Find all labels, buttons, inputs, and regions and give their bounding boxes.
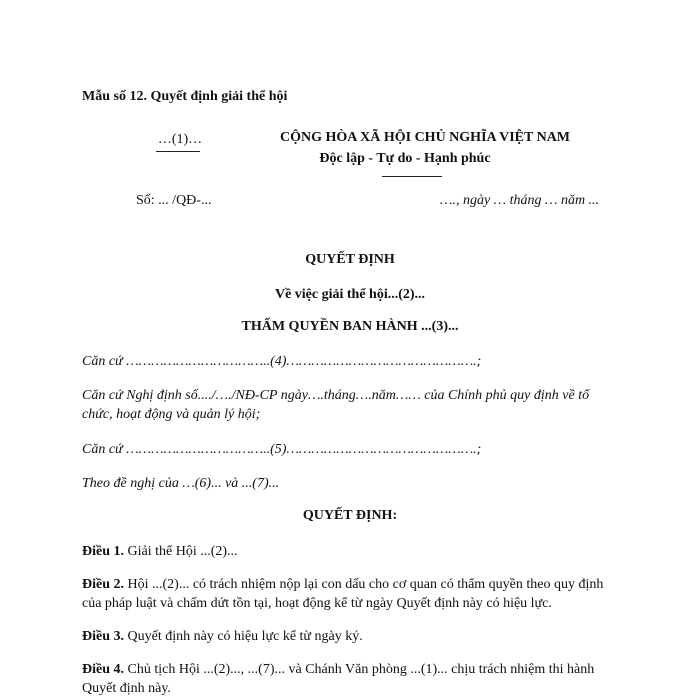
national-title: CỘNG HÒA XÃ HỘI CHỦ NGHĨA VIỆT NAM [280, 130, 571, 145]
issuing-agency: …(1)… [157, 132, 203, 147]
issuing-authority: THẨM QUYỀN BAN HÀNH ...(3)... [241, 319, 459, 334]
form-title: Mẫu số 12. Quyết định giải thể hội [82, 89, 288, 104]
preamble-basis-2: Căn cứ ……………………………..(5)……………………………………….; [82, 442, 482, 457]
article-text: Quyết định này có hiệu lực kể từ ngày ký. [124, 629, 363, 644]
document-title: QUYẾT ĐỊNH [305, 252, 395, 267]
article-2 [82, 575, 622, 613]
motto-underline [382, 176, 442, 177]
article-3 [82, 627, 622, 646]
preamble-basis-1: Căn cứ ……………………………..(4)……………………………………….; [82, 354, 482, 369]
article-label: Điều 1. [82, 544, 124, 559]
article-1 [82, 542, 622, 561]
article-text: Giải thể Hội ...(2)... [124, 544, 238, 559]
article-text: Hội ...(2)... có trách nhiệm nộp lại con dấu cho cơ quan có thẩm quyền theo quy định của pháp luật và chấm dứt tồn tại, hoạt động kể từ ngày Quyết định này có hiệu lực. [82, 577, 604, 611]
article-label: Điều 3. [82, 629, 124, 644]
preamble-proposal: Theo đề nghị của …(6)... và ...(7)... [82, 476, 280, 491]
preamble-basis-decree: Căn cứ Nghị định số..../…./NĐ-CP ngày….tháng….năm…… của Chính phủ quy định về tổ chức, hoạt động và quản lý hội; [82, 388, 590, 422]
decides-heading: QUYẾT ĐỊNH: [302, 508, 398, 523]
article-label: Điều 4. [82, 662, 124, 677]
document-subject: Về việc giải thể hội...(2)... [274, 287, 426, 302]
national-motto: Độc lập - Tự do - Hạnh phúc [319, 151, 491, 166]
agency-underline [156, 151, 200, 152]
article-label: Điều 2. [82, 577, 124, 592]
article-text: Chủ tịch Hội ...(2)..., ...(7)... và Chánh Văn phòng ...(1)... chịu trách nhiệm thi hành Quyết định này. [82, 662, 595, 696]
place-and-date: …., ngày … tháng … năm ... [440, 193, 600, 208]
article-4 [82, 660, 622, 698]
document-number: Số: ... /QĐ-... [136, 193, 212, 208]
